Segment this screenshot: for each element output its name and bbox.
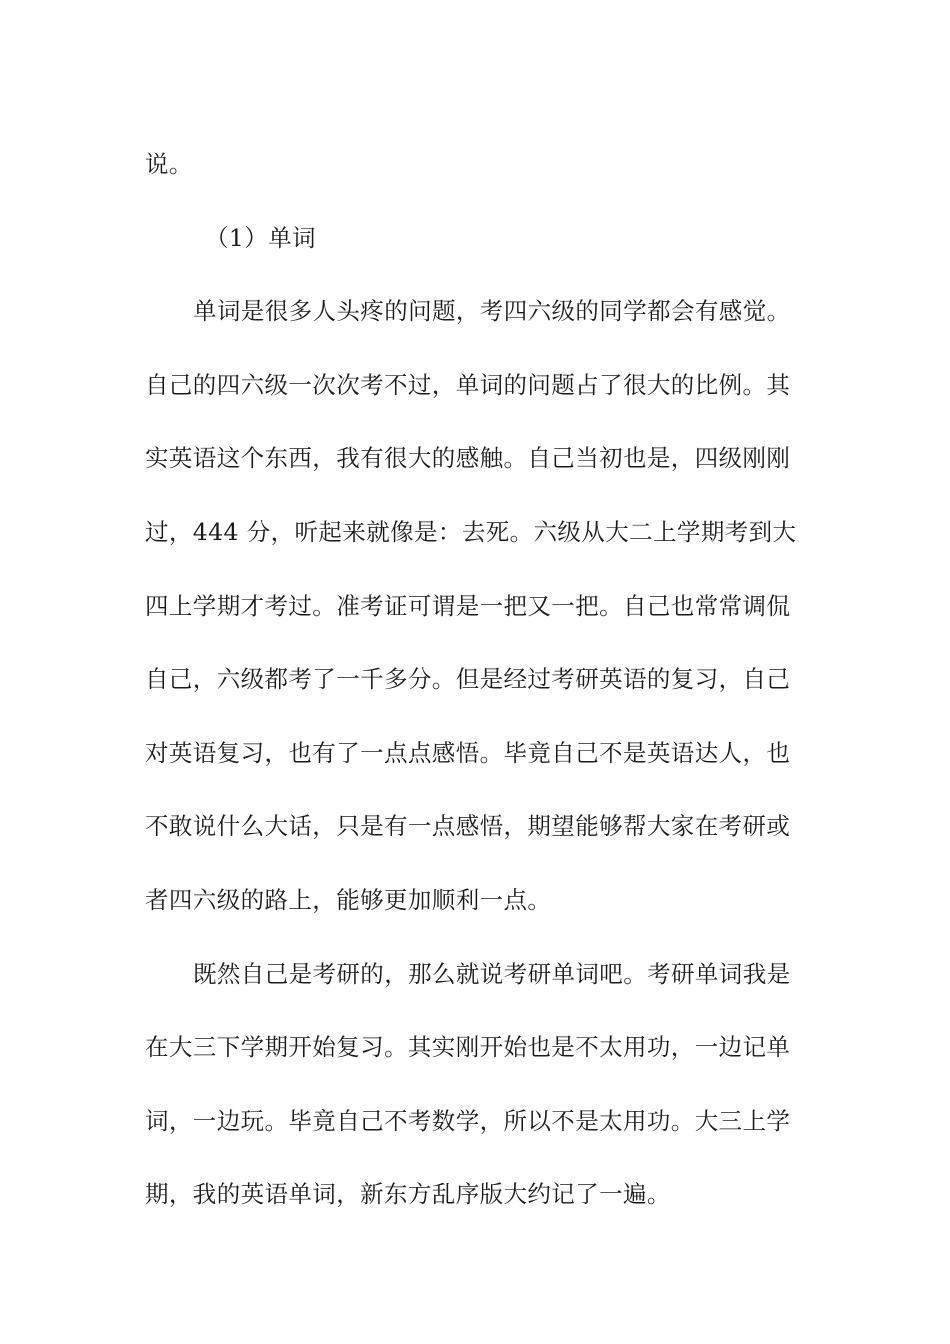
paragraph-line: 在大三下学期开始复习。其实刚开始也是不太用功，一边记单 [145, 1033, 791, 1062]
section-heading: （1）单词 [205, 223, 316, 252]
paragraph-line: 对英语复习，也有了一点点感悟。毕竟自己不是英语达人，也 [145, 738, 791, 767]
paragraph-line: 自己，六级都考了一千多分。但是经过考研英语的复习，自己 [145, 665, 791, 694]
paragraph-line: 实英语这个东西，我有很大的感触。自己当初也是，四级刚刚 [145, 444, 791, 473]
paragraph-line: 单词是很多人头疼的问题，考四六级的同学都会有感觉。 [193, 297, 791, 326]
document-body [145, 128, 805, 1232]
paragraph-line: 四上学期才考过。准考证可谓是一把又一把。自己也常常调侃 [145, 591, 791, 620]
paragraph-line: 既然自己是考研的，那么就说考研单词吧。考研单词我是 [193, 959, 791, 988]
paragraph-line: 词，一边玩。毕竟自己不考数学，所以不是太用功。大三上学 [145, 1106, 791, 1135]
line-continuation: 说。 [145, 150, 193, 178]
paragraph-line: 者四六级的路上，能够更加顺利一点。 [145, 885, 552, 914]
paragraph-line: 自己的四六级一次次考不过，单词的问题占了很大的比例。其 [145, 370, 791, 399]
paragraph-line: 不敢说什么大话，只是有一点感悟，期望能够帮大家在考研或 [145, 812, 791, 841]
paragraph-line: 过，444 分，听起来就像是：去死。六级从大二上学期考到大 [145, 517, 797, 546]
paragraph-line: 期，我的英语单词，新东方乱序版大约记了一遍。 [145, 1180, 671, 1209]
